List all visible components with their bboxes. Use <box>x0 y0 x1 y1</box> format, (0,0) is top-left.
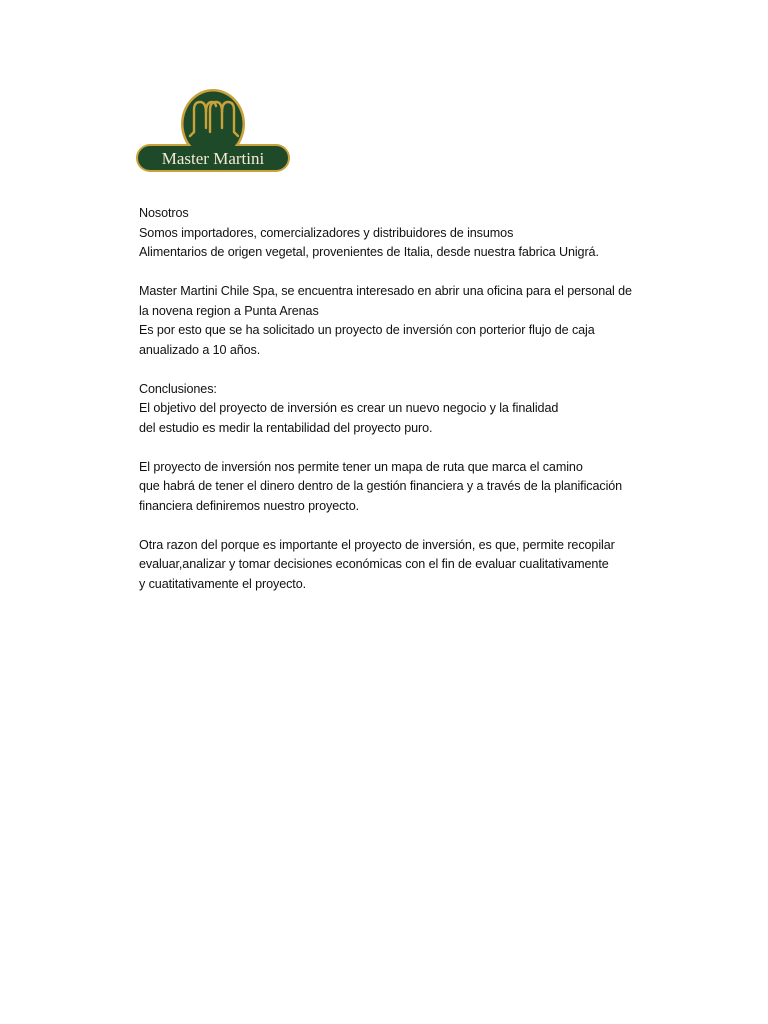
text-line: financiera definiremos nuestro proyecto. <box>139 498 360 513</box>
text-line: Alimentarios de origen vegetal, provenientes de Italia, desde nuestra fabrica Unigrá. <box>139 245 599 259</box>
paragraph-otra-razon <box>139 536 699 595</box>
text-line: Conclusiones: <box>139 381 217 396</box>
text-line: Es por esto que se ha solicitado un proyecto de inversión con porterior flujo de caja <box>139 323 595 337</box>
logo-graphic <box>136 88 290 174</box>
text-line: que habrá de tener el dinero dentro de la gestión financiera y a través de la planificación <box>139 479 623 493</box>
text-line: Nosotros <box>139 206 189 220</box>
paragraph-conclusiones <box>139 380 699 439</box>
paragraph-intro <box>139 282 699 360</box>
text-line: la novena region a Punta Arenas <box>139 303 319 318</box>
text-line: El proyecto de inversión nos permite tener un mapa de ruta que marca el camino <box>139 459 583 474</box>
paragraph-mapa-de-ruta <box>139 458 699 517</box>
master-martini-logo <box>136 88 290 174</box>
text-line: Somos importadores, comercializadores y distribuidores de insumos <box>139 225 514 240</box>
text-line: del estudio es medir la rentabilidad del proyecto puro. <box>139 420 433 435</box>
text-line: evaluar,analizar y tomar decisiones económicas con el fin de evaluar cualitativamente <box>139 557 609 571</box>
logo-brand-text: Master Martini <box>161 149 265 168</box>
paragraph-nosotros <box>139 204 699 263</box>
text-line: y cuatitativamente el proyecto. <box>139 576 307 591</box>
text-line: Master Martini Chile Spa, se encuentra interesado en abrir una oficina para el personal de <box>139 284 632 298</box>
text-line: anualizado a 10 años. <box>139 342 261 357</box>
document-body <box>139 204 699 614</box>
text-line: El objetivo del proyecto de inversión es crear un nuevo negocio y la finalidad <box>139 401 559 415</box>
text-line: Otra razon del porque es importante el proyecto de inversión, es que, permite recopilar <box>139 537 615 552</box>
